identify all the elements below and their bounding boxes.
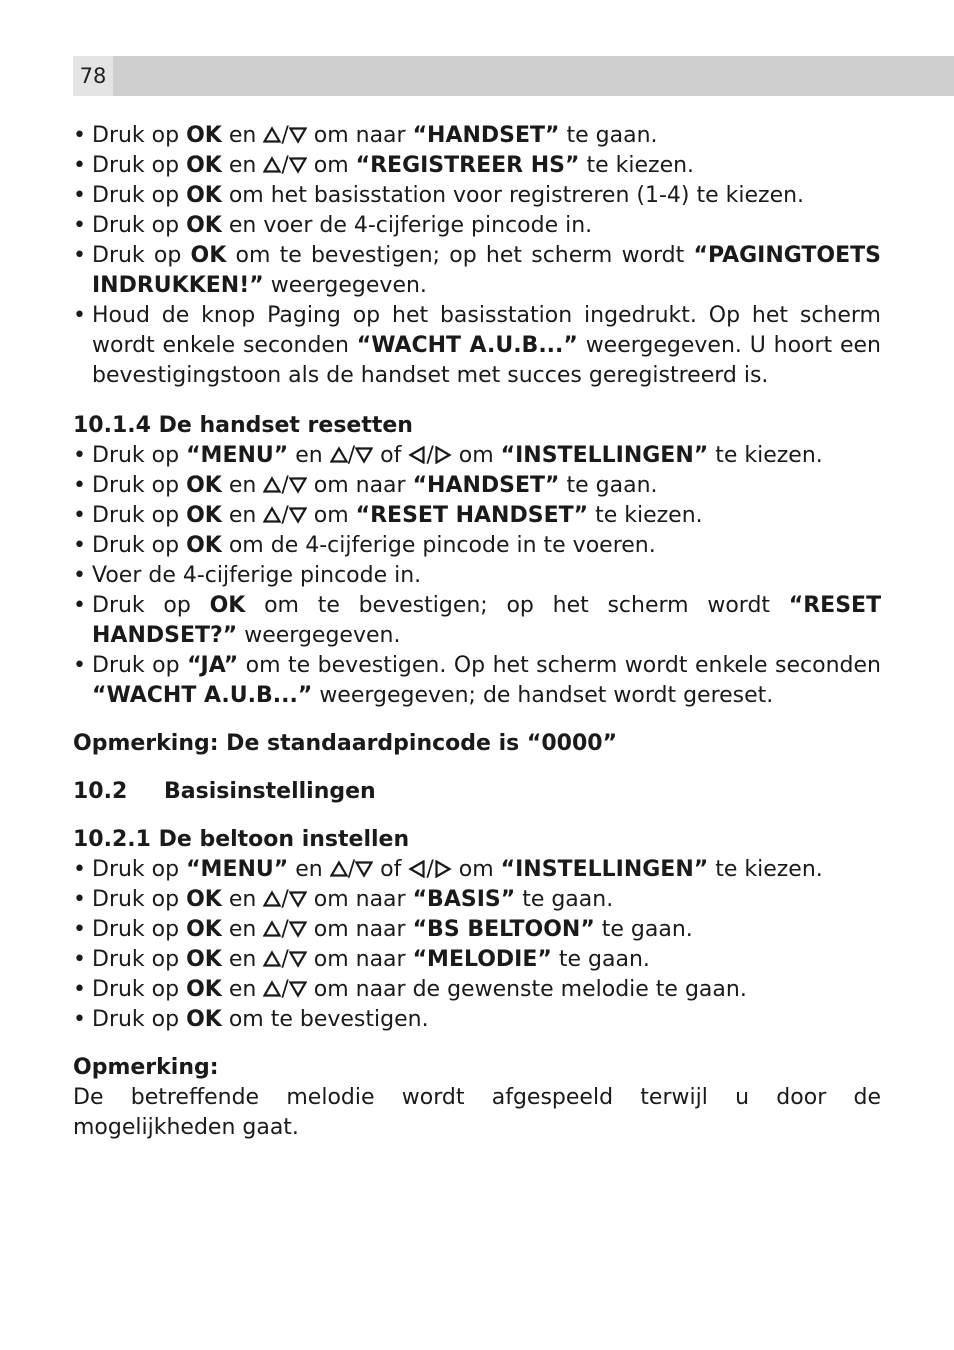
list-item: • Druk op OK om te bevestigen; op het scherm wordt “PAGINGTOETS INDRUKKEN!” weergegeven. (73, 241, 881, 301)
arrow-down-icon (355, 446, 373, 464)
list-item: • Druk op OK en voer de 4-cijferige pincode in. (73, 211, 881, 241)
arrow-up-icon (263, 126, 281, 144)
arrow-down-icon (289, 980, 307, 998)
arrow-right-icon (434, 446, 452, 464)
note-text: De betreffende melodie wordt afgespeeld terwijl u door de mogelijkheden gaat. (73, 1085, 881, 1140)
arrow-up-icon (263, 980, 281, 998)
list-item: • Druk op OK en / om naar “MELODIE” te gaan. (73, 945, 881, 975)
list-item: • Druk op OK om de 4-cijferige pincode in te voeren. (73, 531, 881, 561)
arrow-down-icon (289, 890, 307, 908)
arrow-down-icon (289, 126, 307, 144)
arrow-up-icon (263, 890, 281, 908)
page-header-band (73, 56, 954, 96)
arrow-down-icon (289, 506, 307, 524)
arrow-up-icon (263, 476, 281, 494)
section-heading: 10.1.4 De handset resetten (73, 413, 413, 438)
list-item: • Druk op OK en / om naar “HANDSET” te gaan. (73, 121, 881, 151)
list-item: • Druk op OK en / om naar “BASIS” te gaan. (73, 885, 881, 915)
list-item: • Druk op OK en / om naar de gewenste melodie te gaan. (73, 975, 881, 1005)
arrow-left-icon (408, 860, 426, 878)
arrow-down-icon (289, 920, 307, 938)
note-label: Opmerking: (73, 1055, 219, 1080)
document-body (73, 121, 881, 1143)
arrow-up-icon (263, 506, 281, 524)
list-item: • Houd de knop Paging op het basisstation ingedrukt. Op het scherm wordt enkele seconden “WACHT A.U.B...” weergegeven. U hoort een bevestigingstoon als de handset met succes geregistreerd is. (73, 301, 881, 391)
list-item: • Druk op “MENU” en / of / om “INSTELLINGEN” te kiezen. (73, 441, 881, 471)
arrow-up-icon (330, 446, 348, 464)
list-item: • Druk op “JA” om te bevestigen. Op het scherm wordt enkele seconden “WACHT A.U.B...” weergegeven; de handset wordt gereset. (73, 651, 881, 711)
note-default-pincode: Opmerking: De standaardpincode is “0000” (73, 731, 618, 756)
list-item: • Druk op OK om het basisstation voor registreren (1-4) te kiezen. (73, 181, 881, 211)
list-item: • Druk op OK om te bevestigen; op het scherm wordt “RESET HANDSET?” weergegeven. (73, 591, 881, 651)
arrow-up-icon (263, 156, 281, 174)
list-item: • Voer de 4-cijferige pincode in. (73, 561, 881, 591)
section-heading: 10.2 Basisinstellingen (73, 779, 376, 804)
subsection-heading: 10.2.1 De beltoon instellen (73, 827, 410, 852)
list-item: • Druk op OK en / om naar “BS BELTOON” te gaan. (73, 915, 881, 945)
arrow-up-icon (263, 920, 281, 938)
list-item: • Druk op OK om te bevestigen. (73, 1005, 881, 1035)
arrow-down-icon (289, 156, 307, 174)
list-item: • Druk op OK en / om naar “HANDSET” te gaan. (73, 471, 881, 501)
page-number: 78 (73, 56, 113, 96)
arrow-down-icon (355, 860, 373, 878)
arrow-up-icon (263, 950, 281, 968)
list-item: • Druk op OK en / om “RESET HANDSET” te kiezen. (73, 501, 881, 531)
list-item: • Druk op “MENU” en / of / om “INSTELLINGEN” te kiezen. (73, 855, 881, 885)
arrow-down-icon (289, 476, 307, 494)
arrow-left-icon (408, 446, 426, 464)
arrow-right-icon (434, 860, 452, 878)
arrow-up-icon (330, 860, 348, 878)
list-item: • Druk op OK en / om “REGISTREER HS” te kiezen. (73, 151, 881, 181)
arrow-down-icon (289, 950, 307, 968)
